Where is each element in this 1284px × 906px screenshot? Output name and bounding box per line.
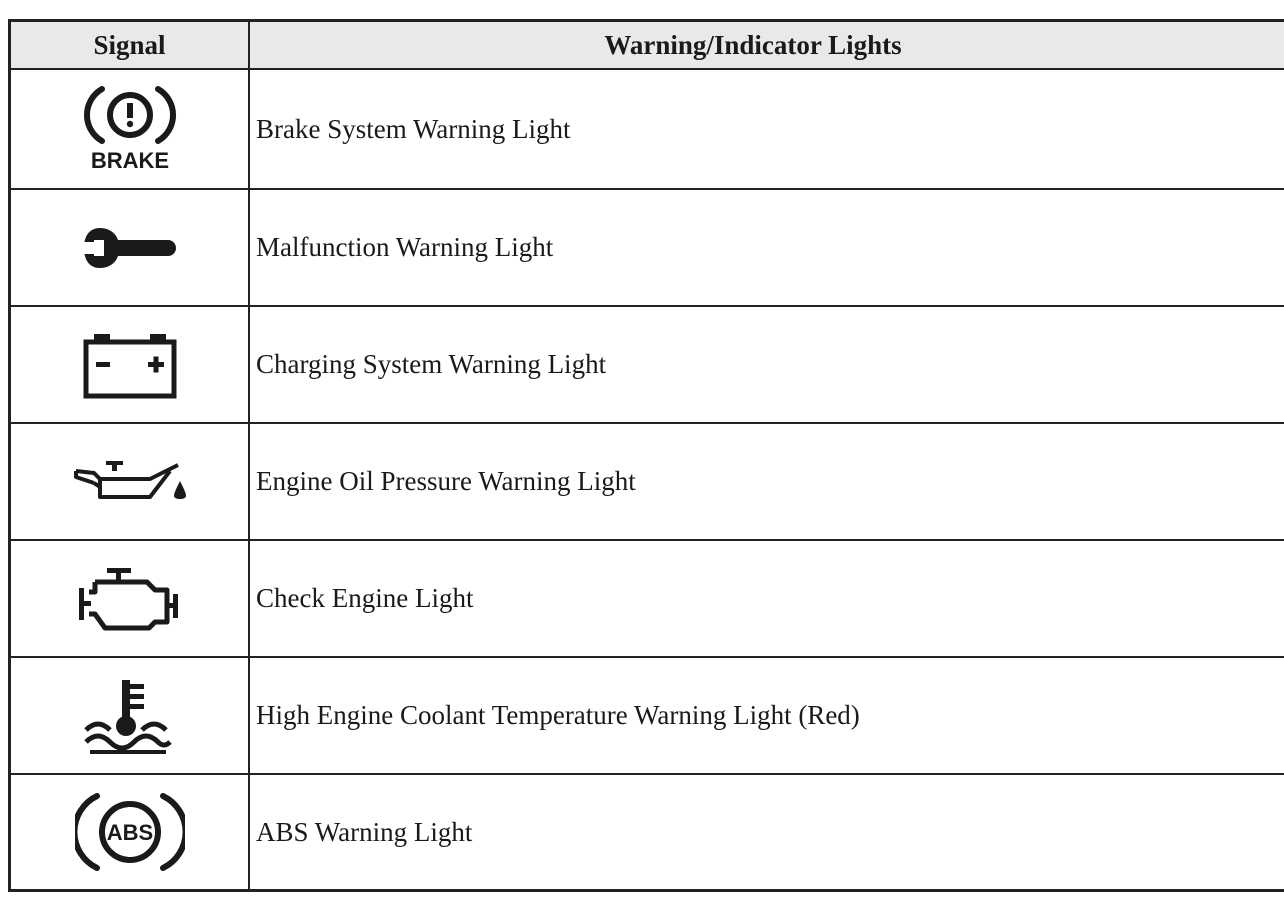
row-label: ABS Warning Light — [250, 775, 1284, 889]
abs-icon — [75, 790, 185, 874]
row-label: Charging System Warning Light — [250, 307, 1284, 422]
header-lights: Warning/Indicator Lights — [250, 22, 1284, 68]
engine-icon — [75, 564, 185, 634]
row-label: High Engine Coolant Temperature Warning Light (Red) — [250, 658, 1284, 773]
header-signal: Signal — [11, 22, 250, 68]
row-label: Malfunction Warning Light — [250, 190, 1284, 305]
oil-can-icon — [70, 457, 190, 507]
abs-icon-text: ABS — [106, 820, 153, 845]
table-row — [11, 70, 1284, 190]
table-row — [11, 424, 1284, 541]
brake-warning-icon — [80, 81, 180, 177]
coolant-temperature-icon — [80, 676, 180, 756]
brake-icon-text: BRAKE — [90, 148, 169, 173]
battery-icon — [80, 330, 180, 400]
table-row — [11, 541, 1284, 658]
row-label: Check Engine Light — [250, 541, 1284, 656]
table-row — [11, 775, 1284, 892]
warning-lights-table — [8, 19, 1284, 892]
table-header-row — [11, 22, 1284, 70]
table-row — [11, 307, 1284, 424]
row-label: Engine Oil Pressure Warning Light — [250, 424, 1284, 539]
table-row — [11, 190, 1284, 307]
wrench-icon — [80, 218, 180, 278]
row-label: Brake System Warning Light — [250, 70, 1284, 188]
table-row — [11, 658, 1284, 775]
